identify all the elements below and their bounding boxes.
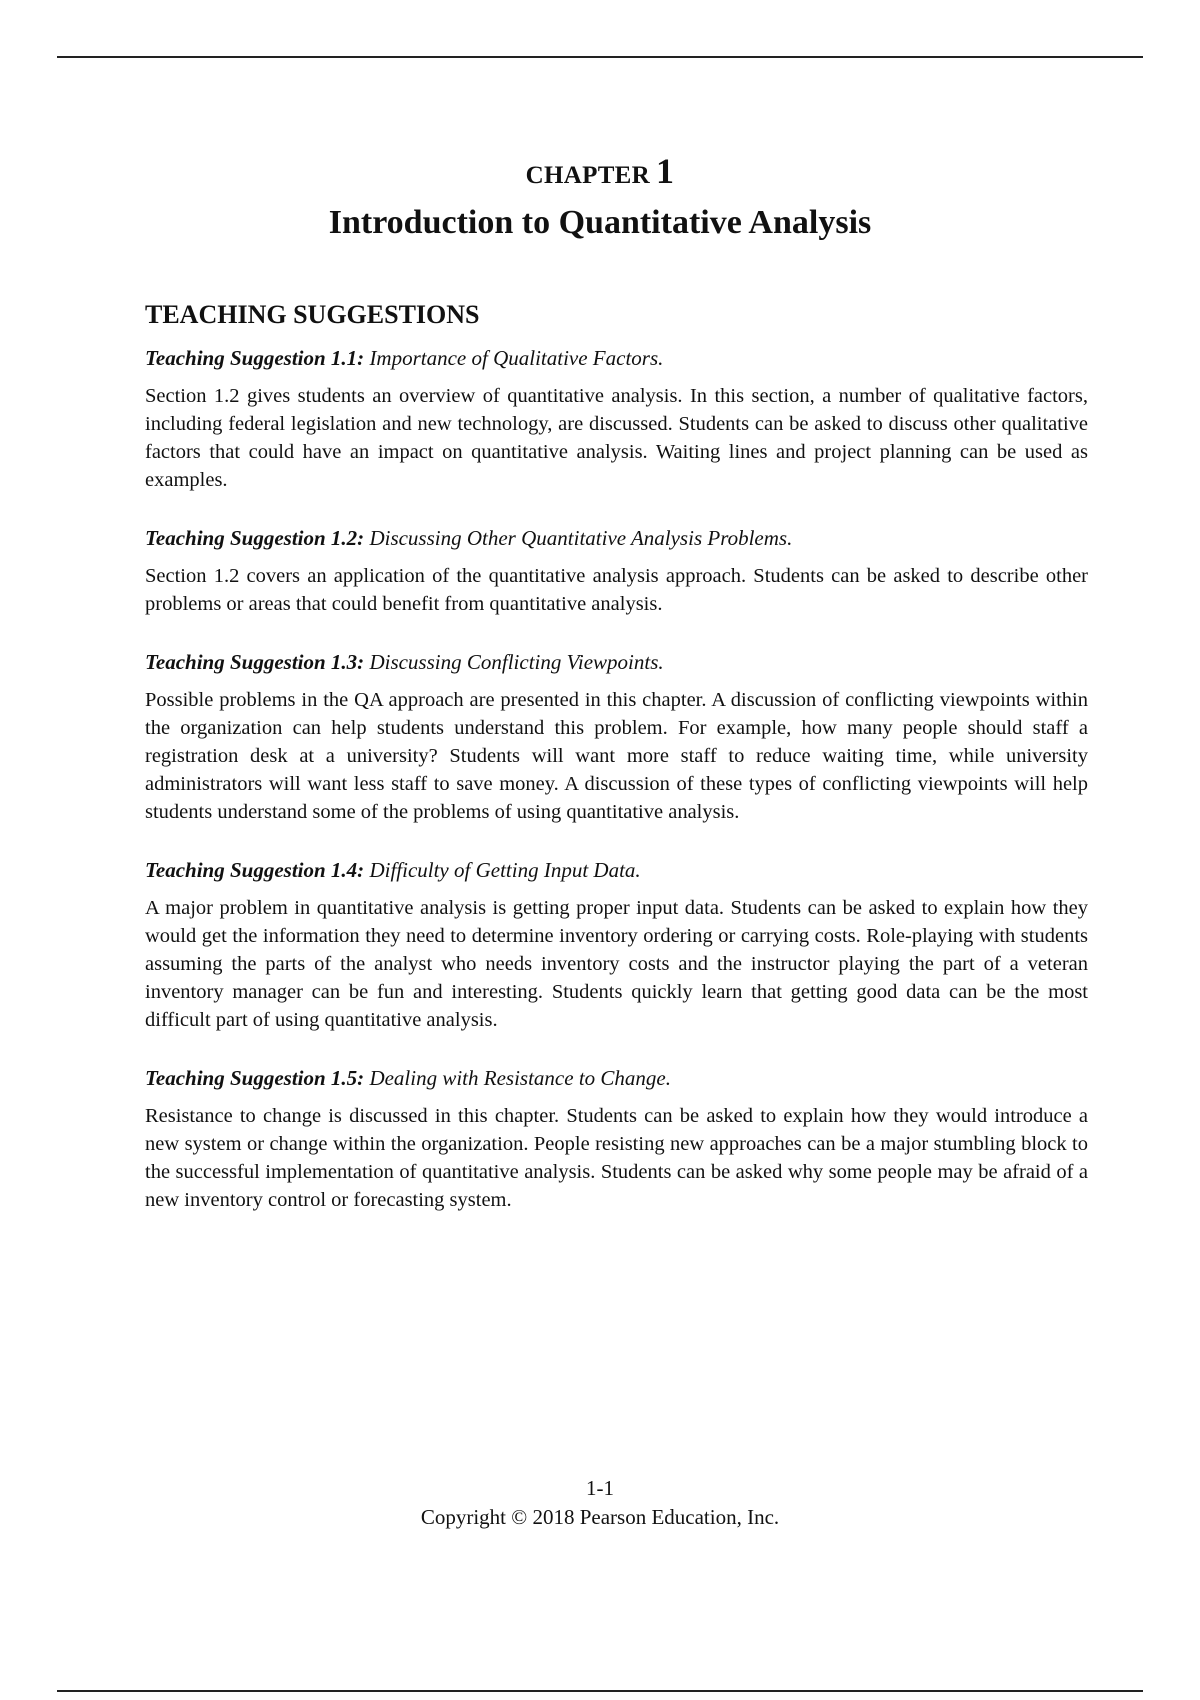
chapter-label-text: CHAPTER [525,162,651,189]
suggestion-title: Importance of Qualitative Factors. [369,346,664,370]
teaching-suggestion-1-3 [145,648,1088,826]
suggestion-body: Section 1.2 gives students an overview of quantitative analysis. In this section, a number of qualitative factors, including federal legislation and new technology, are discussed. Students can be asked to discuss other qualitative factors that could have an impact on quantitative analysis. Waiting lines and project planning can be used as examples. [145,385,1088,491]
suggestion-body: Possible problems in the QA approach are presented in this chapter. A discussion of conflicting viewpoints within the organization can help students understand this problem. For example, how many people should staff a registration desk at a university? Students will want more staff to reduce waiting time, while university administrators will want less staff to save money. A discussion of these types of conflicting viewpoints will help students understand some of the problems of using quantitative analysis. [145,689,1088,823]
suggestion-body: Resistance to change is discussed in this chapter. Students can be asked to explain how they would introduce a new system or change within the organization. People resisting new approaches can be a major stumbling block to the successful implementation of quantitative analysis. Students can be asked why some people may be afraid of a new inventory control or forecasting system. [145,1105,1088,1211]
suggestion-heading [145,648,1088,676]
page-content [145,298,1088,1244]
suggestion-label: Teaching Suggestion 1.1: [145,346,365,370]
teaching-suggestion-1-1 [145,344,1088,494]
suggestion-label: Teaching Suggestion 1.3: [145,650,365,674]
suggestion-label: Teaching Suggestion 1.5: [145,1066,365,1090]
suggestion-heading [145,344,1088,372]
chapter-number: 1 [656,151,675,191]
teaching-suggestion-1-5 [145,1064,1088,1214]
suggestion-label: Teaching Suggestion 1.4: [145,858,365,882]
suggestion-title: Discussing Other Quantitative Analysis Problems. [369,526,793,550]
bottom-divider [57,1690,1143,1692]
suggestion-label: Teaching Suggestion 1.2: [145,526,365,550]
copyright-notice: Copyright © 2018 Pearson Education, Inc. [420,1505,780,1529]
suggestion-heading [145,856,1088,884]
top-divider [57,56,1143,58]
suggestion-title: Dealing with Resistance to Change. [369,1066,671,1090]
suggestion-body: Section 1.2 covers an application of the quantitative analysis approach. Students can be asked to describe other problems or areas that could benefit from quantitative analysis. [145,565,1088,615]
suggestion-title: Difficulty of Getting Input Data. [369,858,641,882]
suggestion-body: A major problem in quantitative analysis is getting proper input data. Students can be asked to explain how they would get the information they need to determine inventory ordering or carrying costs. Role-playing with students assuming the parts of the analyst who needs inventory costs and the instructor playing the part of a veteran inventory manager can be fun and interesting. Students quickly learn that getting good data can be the most difficult part of using quantitative analysis. [145,897,1088,1031]
suggestion-title: Discussing Conflicting Viewpoints. [369,650,664,674]
chapter-title: Introduction to Quantitative Analysis [328,204,872,241]
suggestion-heading [145,1064,1088,1092]
suggestion-heading [145,524,1088,552]
chapter-label [0,150,1200,192]
teaching-suggestion-1-4 [145,856,1088,1034]
section-heading: TEACHING SUGGESTIONS [145,300,480,329]
teaching-suggestion-1-2 [145,524,1088,618]
page-number: 1-1 [586,1476,614,1500]
